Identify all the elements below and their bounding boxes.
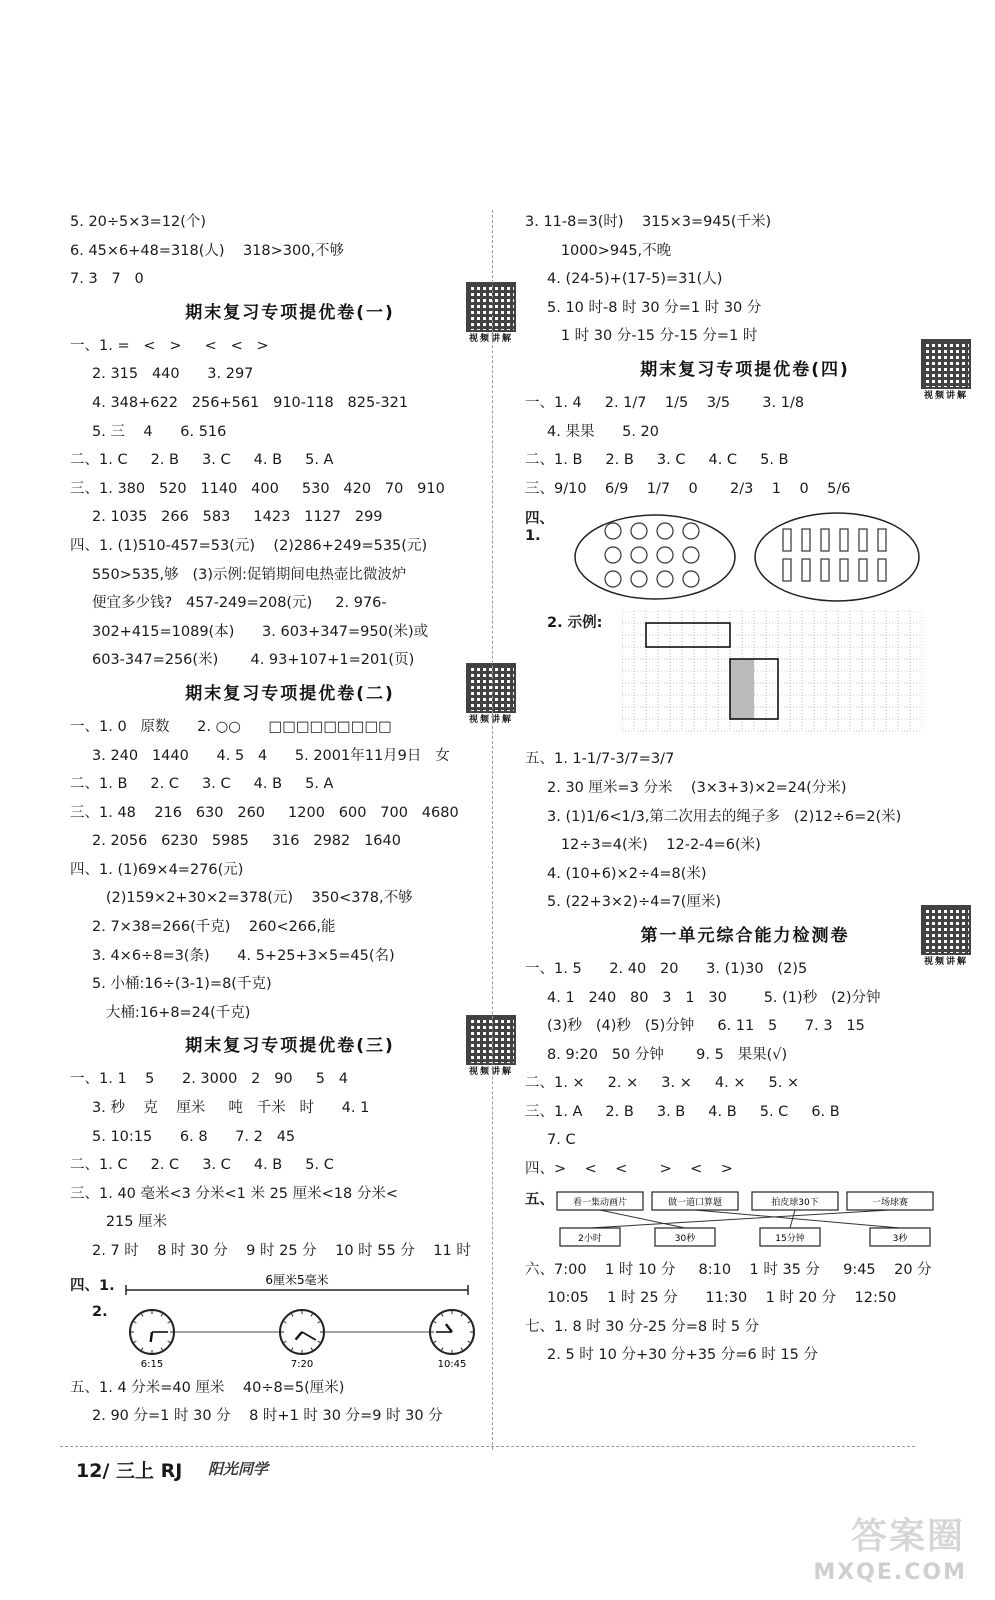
- bottle-icon: [840, 529, 848, 551]
- match-line: [695, 1210, 900, 1228]
- answer-line: 2. 90 分=1 时 30 分 8 时+1 时 30 分=9 时 30 分: [92, 1408, 443, 1425]
- answer-line: 3. 4×6÷8=3(条) 4. 5+25+3×5=45(名): [92, 947, 395, 964]
- watermark-site: MXQE.COM: [813, 1560, 967, 1585]
- bottle-icon: [859, 559, 867, 581]
- section-title-text: 第一单元综合能力检测卷: [640, 925, 850, 946]
- bottle-icon: [840, 559, 848, 581]
- answer-line: 4. (24-5)+(17-5)=31(人): [547, 271, 723, 288]
- section-title-text: 期末复习专项提优卷(一): [185, 302, 395, 323]
- shaded-area: [730, 659, 754, 719]
- figure-label: 2. 示例:: [547, 615, 603, 632]
- answer-line: 3. 11-8=3(时) 315×3=945(千米): [525, 214, 772, 230]
- answer-line: 六、7:00 1 时 10 分 8:10 1 时 35 分 9:45 20 分: [525, 1261, 932, 1278]
- ruler-figure: [70, 1270, 510, 1300]
- clocks-figure: [70, 1304, 510, 1370]
- cake-icon: [631, 547, 647, 563]
- cake-icon: [683, 571, 699, 587]
- cake-icon: [605, 523, 621, 539]
- clock: [130, 1310, 174, 1370]
- figure-label: 四、1.: [70, 1278, 115, 1295]
- answer-line: 三、1. 48 216 630 260 1200 600 700 4680: [70, 804, 459, 821]
- matching-svg: [555, 1188, 935, 1248]
- duration-label: 30秒: [674, 1233, 696, 1244]
- section-title: [70, 1027, 513, 1078]
- answer-line: 五、1. 4 分米=40 厘米 40÷8=5(厘米): [70, 1379, 345, 1396]
- watermark-logo: 答案圈: [850, 1516, 965, 1557]
- answer-line: 5. 三 4 6. 516: [92, 423, 227, 440]
- activity-label: 拍皮球30下: [771, 1197, 819, 1208]
- answer-line: 一、1. = < > < < >: [70, 337, 269, 354]
- answer-line: 二、1. B 2. C 3. C 4. B 5. A: [70, 776, 334, 793]
- clocks-svg: [122, 1304, 482, 1370]
- section-title: [525, 917, 968, 967]
- clock-time-label: 6:15: [140, 1358, 164, 1370]
- answer-line: 5. (22+3×2)÷4=7(厘米): [547, 894, 722, 911]
- answer-line: 1 时 30 分-15 分-15 分=1 时: [547, 328, 758, 345]
- qr-code: [464, 282, 518, 345]
- answer-line: 一、1. 5 2. 40 20 3. (1)30 (2)5: [525, 960, 808, 977]
- bottle-icon: [821, 559, 829, 581]
- answer-line: 2. 5 时 10 分+30 分+35 分=6 时 15 分: [547, 1347, 819, 1364]
- answer-line: 2. 30 厘米=3 分米 (3×3+3)×2=24(分米): [547, 779, 847, 796]
- answer-line: 便宜多少钱? 457-249=208(元) 2. 976-: [92, 595, 387, 612]
- clock: [280, 1310, 324, 1370]
- duration-label: 3秒: [892, 1233, 908, 1244]
- qr-code-icon: [921, 339, 971, 389]
- answer-line: 二、1. × 2. × 3. × 4. × 5. ×: [525, 1075, 800, 1092]
- grid-figure: [525, 611, 965, 741]
- cake-icon: [657, 571, 673, 587]
- answer-line: 1000>945,不晚: [547, 242, 672, 259]
- grouping-figure: [525, 507, 965, 607]
- duration-label: 2小时: [578, 1233, 602, 1244]
- answer-line: 三、9/10 6/9 1/7 0 2/3 1 0 5/6: [525, 480, 851, 497]
- answer-line: 7. 3 7 0: [70, 271, 144, 288]
- answer-line: 5. 10 时-8 时 30 分=1 时 30 分: [547, 299, 762, 316]
- answer-line: 6. 45×6+48=318(人) 318>300,不够: [70, 242, 345, 259]
- figure-label: 四、1.: [525, 511, 554, 545]
- qr-caption: 视频讲解: [468, 1067, 513, 1078]
- answer-line: 2. 2056 6230 5985 316 2982 1640: [92, 833, 401, 850]
- grouping-svg: [567, 507, 927, 607]
- ruler-svg: [122, 1270, 472, 1300]
- group-oval-cakes: [575, 515, 735, 599]
- bottle-icon: [859, 529, 867, 551]
- answer-line: 10:05 1 时 25 分 11:30 1 时 20 分 12:50: [547, 1290, 897, 1307]
- brand-logo: 阳光同学: [208, 1460, 269, 1478]
- bottle-icon: [783, 529, 791, 551]
- cake-icon: [631, 571, 647, 587]
- column-divider: [492, 210, 493, 1450]
- bottle-icon: [878, 559, 886, 581]
- answer-line: 12÷3=4(米) 12-2-4=6(米): [547, 837, 761, 854]
- clock-time-label: 7:20: [290, 1358, 314, 1370]
- answer-line: 四、1. (1)69×4=276(元): [70, 861, 244, 878]
- section-title-text: 期末复习专项提优卷(二): [185, 683, 395, 704]
- cake-icon: [657, 523, 673, 539]
- match-line: [590, 1210, 890, 1228]
- answer-line: 大桶:16+8=24(千克): [92, 1004, 251, 1021]
- bottle-icon: [802, 559, 810, 581]
- qr-code-icon: [466, 663, 516, 713]
- section-title: [70, 675, 513, 725]
- answer-line: 4. 果果 5. 20: [547, 423, 659, 440]
- answer-line: 5. 20÷5×3=12(个): [70, 214, 207, 230]
- bottle-icon: [783, 559, 791, 581]
- activity-label: 一场球赛: [871, 1197, 909, 1208]
- answer-line: 二、1. C 2. B 3. C 4. B 5. A: [70, 452, 334, 469]
- duration-label: 15分钟: [775, 1233, 805, 1244]
- section-title-text: 期末复习专项提优卷(四): [640, 359, 850, 380]
- answer-line: 一、1. 0 原数 2. ○○ □□□□□□□□□: [70, 718, 392, 735]
- clock-hour-hand: [151, 1332, 152, 1342]
- answer-line: 三、1. 40 毫米<3 分米<1 米 25 厘米<18 分米<: [70, 1185, 398, 1202]
- bottle-icon: [821, 529, 829, 551]
- answer-line: 2. 7×38=266(千克) 260<266,能: [92, 919, 336, 936]
- answer-line: 550>535,够 (3)示例:促销期间电热壶比微波炉: [92, 566, 407, 583]
- clock: [430, 1310, 474, 1370]
- section-title: [70, 294, 513, 344]
- answer-line: 3. 240 1440 4. 5 4 5. 2001年11月9日 女: [92, 747, 450, 764]
- qr-code-icon: [466, 1015, 516, 1065]
- answer-line: 一、1. 1 5 2. 3000 2 90 5 4: [70, 1071, 348, 1088]
- answer-line: 2. 7 时 8 时 30 分 9 时 25 分 10 时 55 分 11 时: [92, 1243, 471, 1259]
- left-column: [70, 208, 513, 1431]
- answer-line: 三、1. 380 520 1140 400 530 420 70 910: [70, 480, 445, 497]
- qr-code: [464, 1015, 518, 1078]
- qr-code: [464, 663, 518, 726]
- answer-line: 8. 9:20 50 分钟 9. 5 果果(√): [547, 1046, 788, 1063]
- cake-icon: [631, 523, 647, 539]
- answer-line: 3. 秒 克 厘米 吨 千米 时 4. 1: [92, 1100, 370, 1117]
- activity-label: 看一集动画片: [572, 1197, 628, 1208]
- ruler-length-label: 6厘米5毫米: [265, 1272, 329, 1287]
- page-footer: [0, 1446, 995, 1486]
- answer-line: 三、1. A 2. B 3. B 4. B 5. C 6. B: [525, 1103, 840, 1120]
- page-number: 12/ 三上 RJ: [76, 1460, 183, 1482]
- answer-line: 五、1. 1-1/7-3/7=3/7: [525, 751, 675, 768]
- answer-line: 3. (1)1/6<1/3,第二次用去的绳子多 (2)12÷6=2(米): [547, 808, 902, 825]
- footer-rule: [60, 1446, 915, 1447]
- dot-grid-svg: [622, 611, 922, 735]
- qr-caption: 视频讲解: [468, 714, 513, 725]
- qr-caption: 视频讲解: [468, 333, 513, 344]
- answer-line: 7. C: [547, 1132, 576, 1149]
- answer-line: 603-347=256(米) 4. 93+107+1=201(页): [92, 652, 415, 669]
- qr-code-icon: [466, 282, 516, 332]
- figure-label: 五、: [525, 1191, 554, 1208]
- answer-line: 5. 10:15 6. 8 7. 2 45: [92, 1128, 296, 1145]
- group-oval-bottles: [755, 513, 919, 601]
- answer-line: 二、1. C 2. C 3. C 4. B 5. C: [70, 1157, 334, 1174]
- right-column: [525, 208, 968, 1370]
- answer-line: 4. (10+6)×2÷4=8(米): [547, 865, 707, 882]
- activity-label: 做一道口算题: [667, 1197, 723, 1208]
- clock-time-label: 10:45: [437, 1358, 467, 1370]
- bottle-icon: [878, 529, 886, 551]
- qr-caption: 视频讲解: [923, 956, 968, 967]
- answer-line: 2. 1035 266 583 1423 1127 299: [92, 509, 383, 526]
- answer-line: 七、1. 8 时 30 分-25 分=8 时 5 分: [525, 1318, 760, 1335]
- figure-label: 2.: [92, 1303, 108, 1320]
- qr-code: [919, 339, 973, 402]
- answer-line: 5. 小桶:16÷(3-1)=8(千克): [92, 976, 272, 993]
- cake-icon: [657, 547, 673, 563]
- qr-code: [919, 905, 973, 968]
- answer-line: 四、> < < > < >: [525, 1161, 733, 1178]
- bottle-icon: [802, 529, 810, 551]
- answer-line: 4. 348+622 256+561 910-118 825-321: [92, 394, 409, 411]
- matching-figure: [525, 1188, 965, 1252]
- answer-line: (2)159×2+30×2=378(元) 350<378,不够: [92, 890, 413, 907]
- answer-line: 四、1. (1)510-457=53(元) (2)286+249=535(元): [70, 537, 428, 554]
- answer-line: 一、1. 4 2. 1/7 1/5 3/5 3. 1/8: [525, 394, 805, 411]
- cake-icon: [683, 547, 699, 563]
- section-title: [525, 351, 968, 401]
- answer-line: (3)秒 (4)秒 (5)分钟 6. 11 5 7. 3 15: [547, 1018, 865, 1035]
- qr-code-icon: [921, 905, 971, 955]
- answer-line: 4. 1 240 80 3 1 30 5. (1)秒 (2)分钟: [547, 989, 881, 1006]
- cake-icon: [605, 547, 621, 563]
- answer-line: 302+415=1089(本) 3. 603+347=950(米)或: [92, 623, 429, 640]
- qr-caption: 视频讲解: [923, 390, 968, 401]
- answer-line: 215 厘米: [92, 1214, 168, 1231]
- cake-icon: [605, 571, 621, 587]
- section-title-text: 期末复习专项提优卷(三): [185, 1036, 395, 1057]
- answer-line: 2. 315 440 3. 297: [92, 366, 254, 383]
- answer-line: 二、1. B 2. B 3. C 4. C 5. B: [525, 452, 789, 469]
- cake-icon: [683, 523, 699, 539]
